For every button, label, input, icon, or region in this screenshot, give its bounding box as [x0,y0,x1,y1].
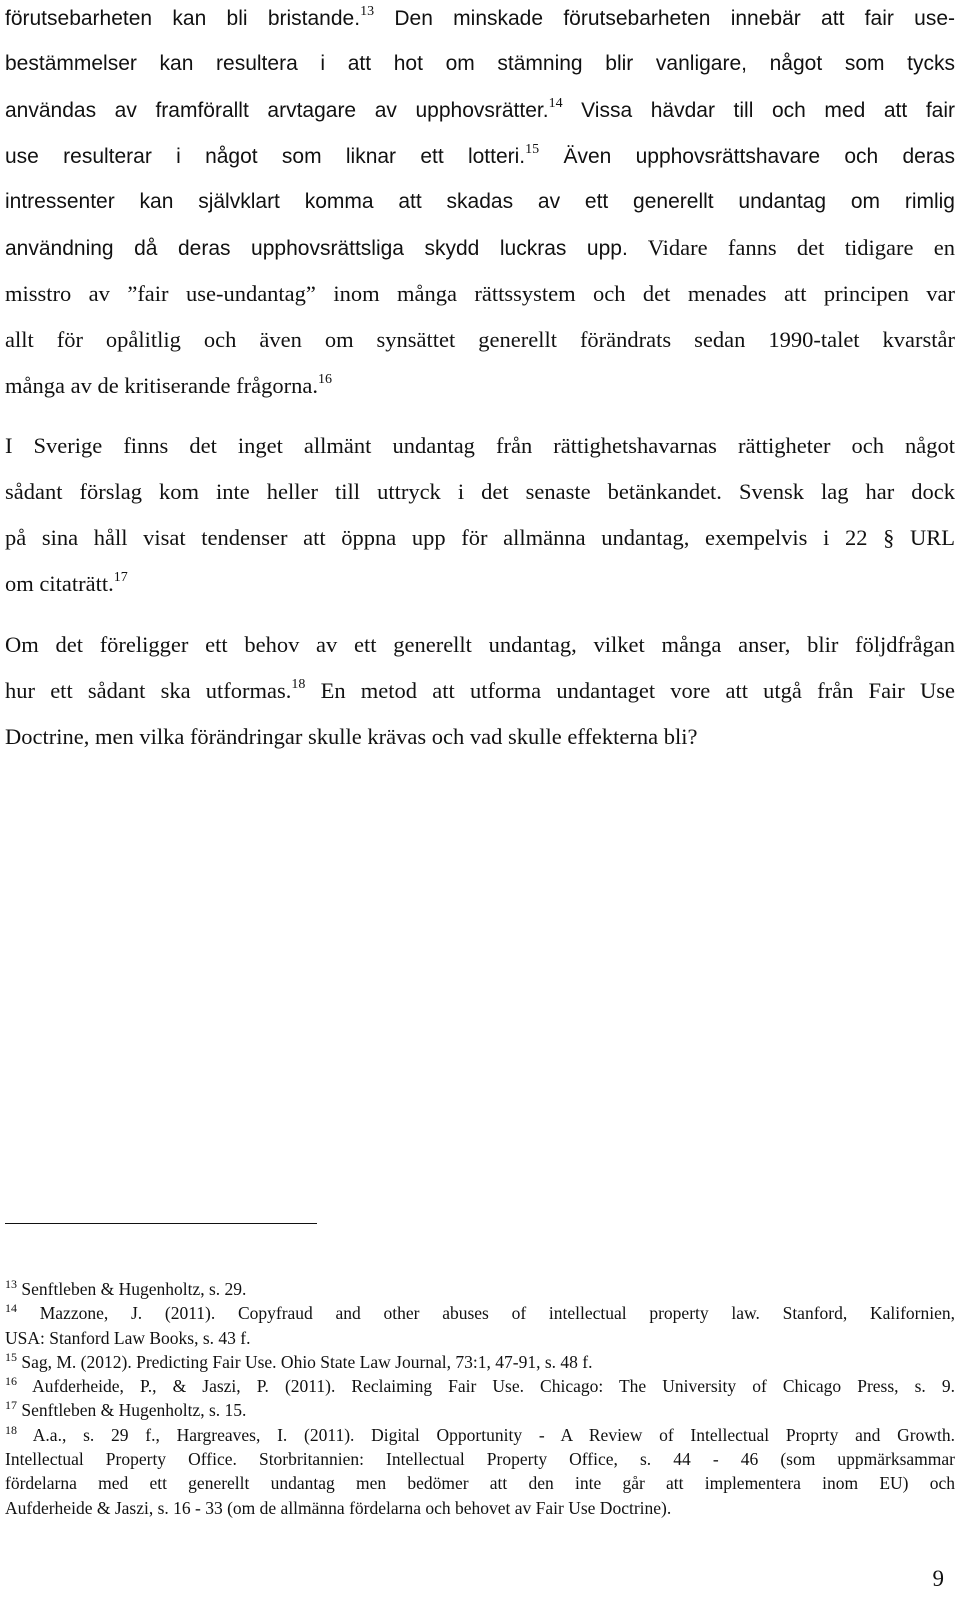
footnote-16 [5,1374,955,1398]
footnote-ref-16[interactable]: 16 [317,372,332,387]
footnote-number: 17 [5,1398,17,1413]
footnote-number: 13 [5,1277,17,1291]
text-line [5,368,955,414]
footnote-18-cont: Intellectual Property Office. Storbritannien: Intellectual Property Office, s. 44 - 46 (som uppmärksammar [5,1449,955,1470]
text-line [5,673,955,719]
footnote-14 [5,1301,955,1325]
text-run: Den minskade förutsebarheten innebär att fair use- [374,7,955,30]
footnotes [5,1277,955,1520]
footnote-text: A.a., s. 29 f., Hargreaves, I. (2011). Digital Opportunity - A Review of Intellectual Proprty and Growth. [17,1424,955,1445]
footnote-ref-14[interactable]: 14 [548,96,563,111]
footnote-ref-18[interactable]: 18 [291,677,306,692]
text-line [5,138,955,184]
paragraph-2 [5,428,955,612]
text-line: I Sverige finns det inget allmänt undantag från rättighetshavarnas rättigheter och något [5,433,955,458]
text-run: många av de kritiserande frågorna. [5,373,318,398]
footnote-ref-13[interactable]: 13 [360,4,375,19]
text-run: Vidare fanns det tidigare en [627,235,955,260]
text-line [5,230,955,276]
footnote-text: Mazzone, J. (2011). Copyfraud and other abuses of intellectual property law. Stanford, Kalifornien, [17,1303,955,1324]
footnote-18 [5,1423,955,1447]
text-line [5,0,955,46]
text-run: om citaträtt. [5,571,114,596]
text-line: sådant förslag kom inte heller till uttryck i det senaste betänkandet. Svensk lag har dock [5,479,955,504]
footnote-18-cont: Aufderheide & Jaszi, s. 16 - 33 (om de allmänna fördelarna och behovet av Fair Use Doctrine). [5,1497,672,1518]
text-run: förutsebarheten kan bli bristande. [5,7,361,30]
footnote-text: Senftleben & Hugenholtz, s. 15. [17,1400,247,1421]
text-run: användas av framförallt arvtagare av upphovsrätter. [5,99,549,122]
text-run: Även upphovsrättshavare och deras [539,145,955,168]
text-line: Doctrine, men vilka förändringar skulle krävas och vad skulle effekterna bli? [5,724,698,749]
footnote-text: Senftleben & Hugenholtz, s. 29. [17,1279,247,1299]
footnote-ref-15[interactable]: 15 [525,142,540,157]
footnote-number: 15 [5,1349,17,1364]
footnote-13 [5,1277,955,1301]
text-run: use resulterar i något som liknar ett lotteri. [5,145,526,168]
footnote-number: 14 [5,1301,17,1316]
footnote-17 [5,1398,955,1422]
text-run: användning då deras upphovsrättsliga skydd luckras upp. [5,237,628,260]
text-run: Vissa hävdar till och med att fair [562,99,955,122]
text-line: intressenter kan självklart komma att skadas av ett generellt undantag om rimlig [5,190,955,213]
footnote-number: 16 [5,1374,17,1389]
text-line: Om det föreligger ett behov av ett generellt undantag, vilket många anser, blir följdfrågan [5,632,955,657]
text-run: En metod att utforma undantaget vore att utgå från Fair Use [305,678,955,703]
paragraph-3 [5,627,955,765]
footnote-15 [5,1350,955,1374]
footnote-text: Aufderheide, P., & Jaszi, P. (2011). Reclaiming Fair Use. Chicago: The University of Chicago Press, s. 9. [17,1376,955,1397]
text-line: allt för opålitlig och även om synsättet generellt förändrats sedan 1990-talet kvarstår [5,327,955,352]
footnote-14-cont: USA: Stanford Law Books, s. 43 f. [5,1327,251,1348]
footnote-text: Sag, M. (2012). Predicting Fair Use. Ohio State Law Journal, 73:1, 47-91, s. 48 f. [17,1351,593,1372]
footnote-number: 18 [5,1422,17,1437]
text-run: hur ett sådant ska utformas. [5,678,292,703]
footnote-separator [5,1223,317,1224]
text-line: misstro av ”fair use-undantag” inom många rättssystem och det menades att principen var [5,281,955,306]
page-number: 9 [932,1566,944,1591]
text-line [5,92,955,138]
footnote-18-cont: fördelarna med ett generellt undantag men bedömer att den inte går att implementera inom EU) och [5,1473,955,1494]
text-line: på sina håll visat tendenser att öppna upp för allmänna undantag, exempelvis i 22 § URL [5,525,955,550]
text-line: bestämmelser kan resultera i att hot om stämning blir vanligare, något som tycks [5,52,955,75]
footnote-ref-17[interactable]: 17 [113,570,128,585]
text-line [5,566,955,612]
paragraph-1 [5,0,955,414]
